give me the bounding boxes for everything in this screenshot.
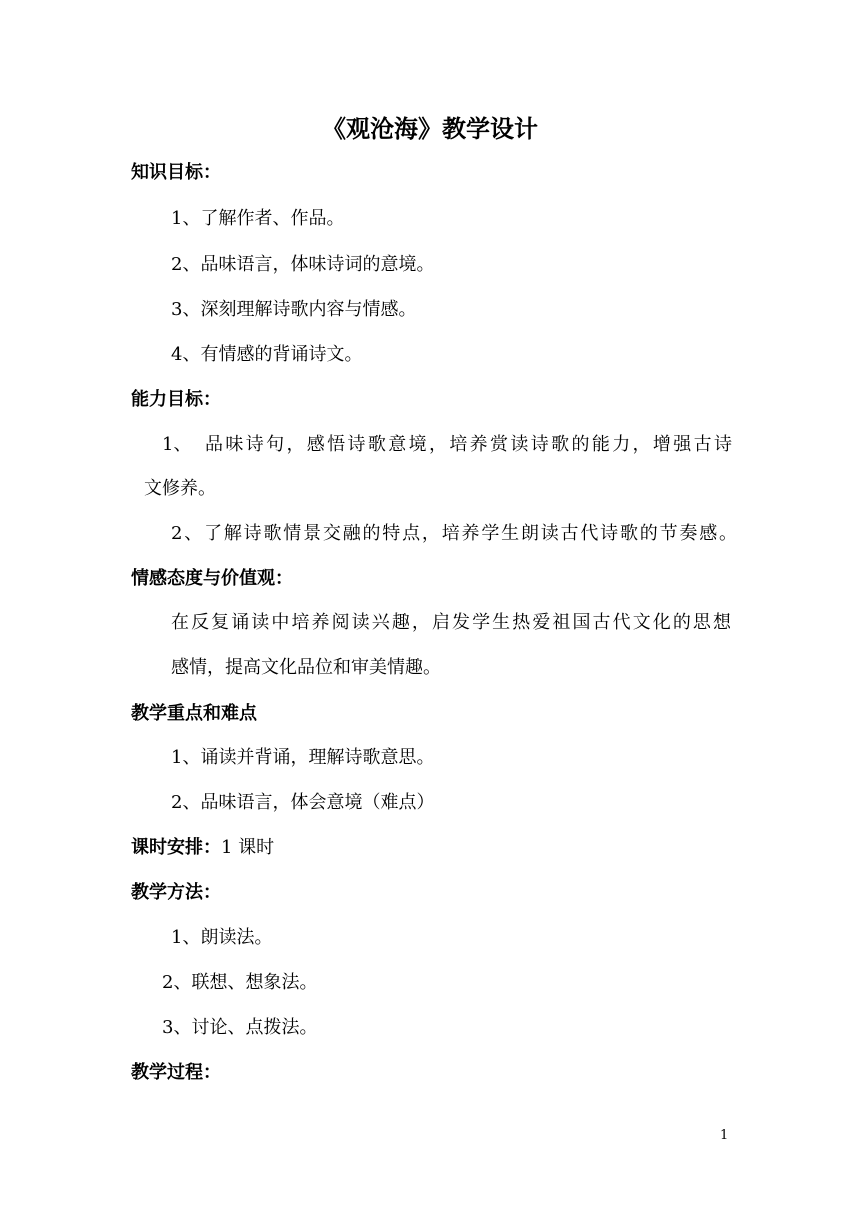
schedule-row: [131, 837, 274, 859]
key-points-item-1: 1、诵读并背诵，理解诗歌意思。: [171, 747, 435, 768]
ability-item-1-line-1: 品味诗句，感悟诗歌意境，培养赏读诗歌的能力，增强古诗: [205, 434, 732, 455]
schedule-heading: 课时安排：: [131, 837, 221, 858]
knowledge-item-2: 2、品味语言，体味诗词的意境。: [171, 254, 435, 275]
methods-item-3: 3、讨论、点拨法。: [162, 1017, 318, 1038]
ability-item-1-number: 1、: [162, 434, 192, 455]
key-points-item-2: 2、品味语言，体会意境（难点）: [171, 792, 435, 813]
knowledge-item-4: 4、有情感的背诵诗文。: [171, 344, 363, 365]
knowledge-item-3: 3、深刻理解诗歌内容与情感。: [171, 299, 417, 320]
emotion-line-2: 感情，提高文化品位和审美情趣。: [171, 657, 441, 678]
page-number: 1: [720, 1128, 729, 1143]
methods-heading: 教学方法：: [131, 882, 221, 903]
knowledge-item-1: 1、了解作者、作品。: [171, 208, 345, 229]
key-points-heading: 教学重点和难点: [131, 703, 257, 724]
knowledge-heading: 知识目标：: [131, 162, 221, 183]
ability-item-1-line-2: 文修养。: [144, 478, 216, 499]
emotion-heading: 情感态度与价值观：: [131, 568, 293, 589]
emotion-line-1: 在反复诵读中培养阅读兴趣，启发学生热爱祖国古代文化的思想: [171, 612, 731, 633]
ability-item-2: 2、了解诗歌情景交融的特点，培养学生朗读古代诗歌的节奏感。: [171, 523, 737, 544]
ability-heading: 能力目标：: [131, 389, 221, 410]
document-title: 《观沧海》教学设计: [322, 115, 538, 143]
schedule-value: 1 课时: [221, 837, 275, 858]
process-heading: 教学过程：: [131, 1062, 221, 1083]
methods-item-1: 1、朗读法。: [171, 927, 273, 948]
methods-item-2: 2、联想、想象法。: [162, 972, 318, 993]
